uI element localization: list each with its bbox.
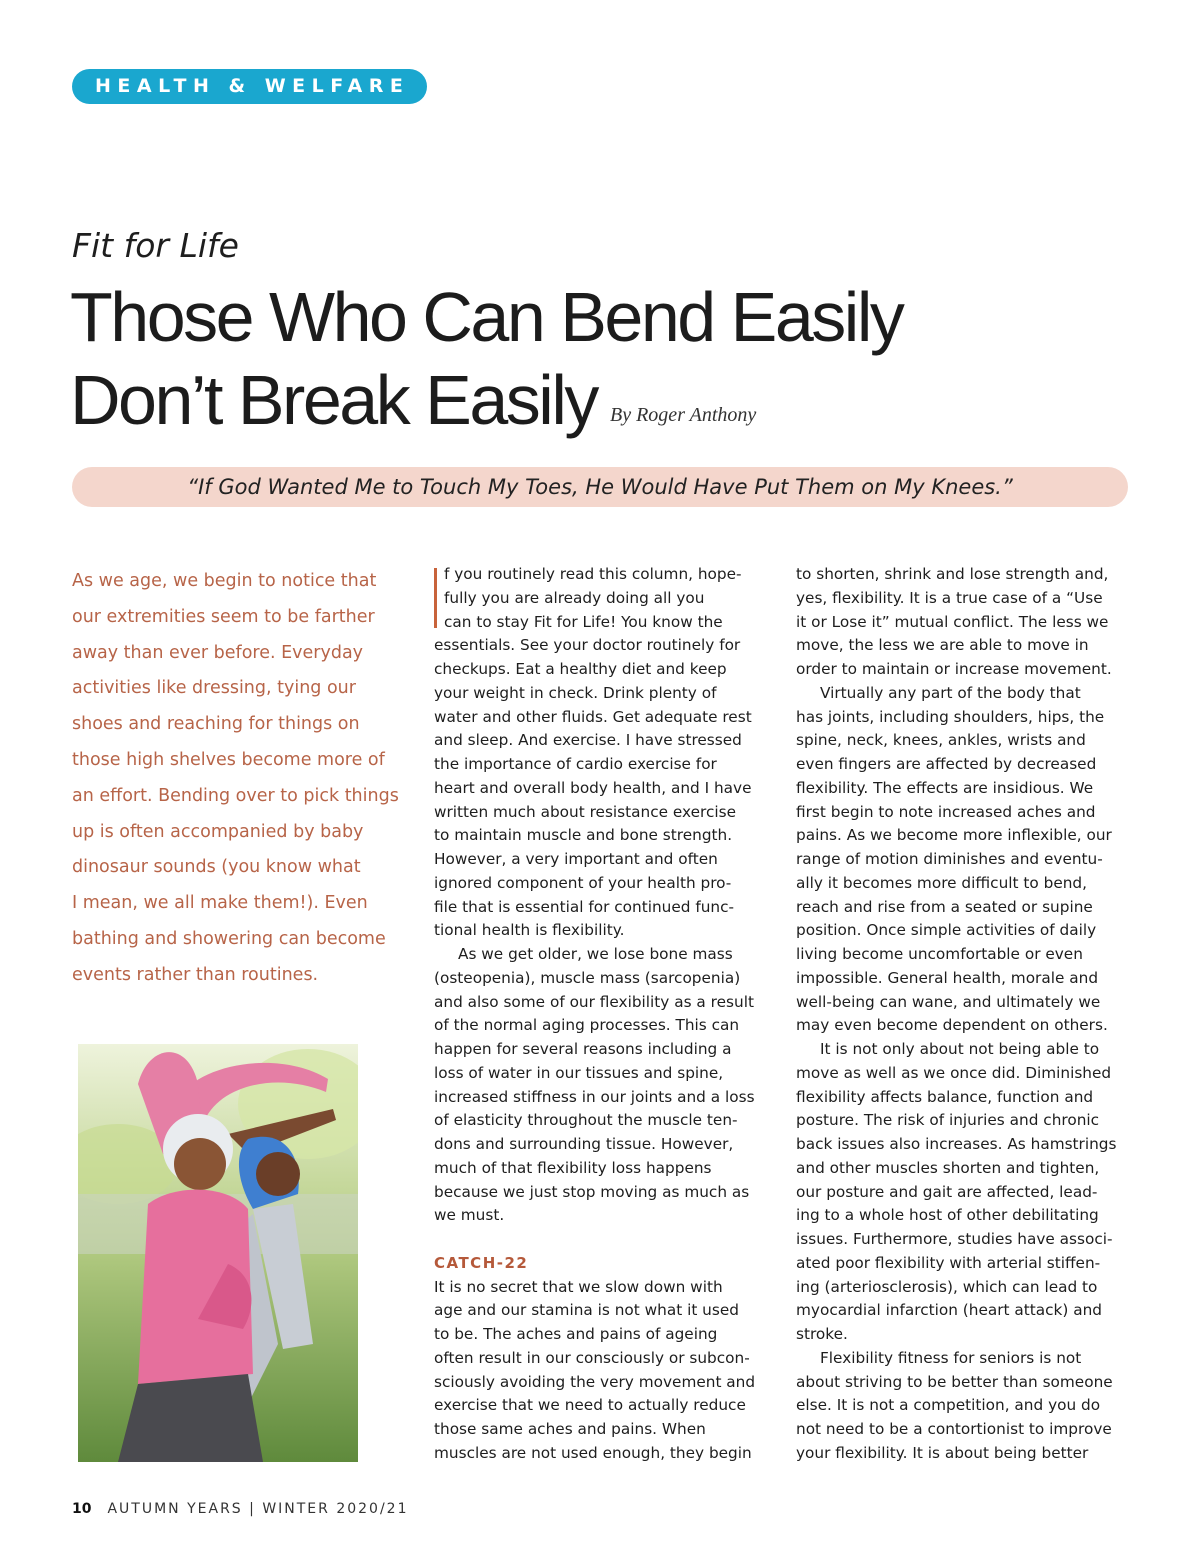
headline-line-2: Don’t Break Easily <box>70 361 597 439</box>
intro-line: our extremities seem to be farther <box>72 606 375 627</box>
body-line: increased stiffness in our joints and a loss <box>434 1087 755 1106</box>
body-line: and sleep. And exercise. I have stressed <box>434 731 742 750</box>
body-line: reach and rise from a seated or supine <box>796 897 1093 916</box>
body-line: heart and overall body health, and I have <box>434 778 752 797</box>
body-line: much of that flexibility loss happens <box>434 1158 712 1177</box>
body-line: exercise that we need to actually reduce <box>434 1396 746 1415</box>
body-line: first begin to note increased aches and <box>796 802 1096 821</box>
body-line: often result in our consciously or subcon- <box>434 1348 750 1367</box>
body-line: range of motion diminishes and eventu- <box>796 850 1103 868</box>
body-line: tional health is flexibility. <box>434 921 625 940</box>
subheading-catch-22: CATCH-22 <box>434 1253 529 1272</box>
intro-line: shoes and reaching for things on <box>72 714 360 735</box>
body-line: stroke. <box>796 1325 848 1343</box>
body-line: spine, neck, knees, ankles, wrists and <box>796 731 1086 750</box>
byline: By Roger Anthony <box>610 404 757 426</box>
body-line: essentials. See your doctor routinely for <box>434 636 741 655</box>
body-line: else. It is not a competition, and you do <box>796 1396 1101 1415</box>
body-line: it or Lose it” mutual conflict. The less we <box>796 612 1109 631</box>
body-line: pains. As we become more inflexible, our <box>796 826 1112 845</box>
body-line: posture. The risk of injuries and chronic <box>796 1111 1100 1130</box>
body-line: to maintain muscle and bone strength. <box>434 826 733 845</box>
body-line: your flexibility. It is about being better <box>796 1443 1089 1462</box>
section-label: HEALTH & WELFARE <box>72 69 427 104</box>
pull-quote: “If God Wanted Me to Touch My Toes, He Would Have Put Them on My Knees.” <box>72 467 1128 507</box>
body-line: to shorten, shrink and lose strength and, <box>796 565 1109 583</box>
body-column-3 <box>796 563 1131 1466</box>
intro-line: an effort. Bending over to pick things <box>72 785 399 806</box>
body-line: checkups. Eat a healthy diet and keep <box>434 660 727 678</box>
body-line: ing to a whole host of other debilitating <box>796 1206 1099 1225</box>
body-line: As we get older, we lose bone mass <box>458 945 733 963</box>
body-line: order to maintain or increase movement. <box>796 660 1112 678</box>
headline-line-1: Those Who Can Bend Easily <box>70 278 903 356</box>
body-line: ing (arteriosclerosis), which can lead to <box>796 1277 1098 1296</box>
body-line: and also some of our flexibility as a result <box>434 992 754 1011</box>
intro-paragraph <box>72 564 412 994</box>
seniors-stretching-photo <box>78 1044 358 1462</box>
body-line: It is no secret that we slow down with <box>434 1277 723 1296</box>
body-line: can to stay Fit for Life! You know the <box>444 612 723 631</box>
body-line: (osteopenia), muscle mass (sarcopenia) <box>434 968 741 987</box>
body-line: even fingers are affected by decreased <box>796 755 1097 773</box>
body-line: ignored component of your health pro- <box>434 873 732 892</box>
body-line: has joints, including shoulders, hips, the <box>796 707 1105 726</box>
body-line: water and other fluids. Get adequate rest <box>434 707 752 726</box>
body-line: age and our stamina is not what it used <box>434 1301 739 1320</box>
body-line: written much about resistance exercise <box>434 802 737 821</box>
body-line: ated poor flexibility with arterial stiffen- <box>796 1253 1101 1272</box>
body-line: f you routinely read this column, hope- <box>444 565 742 583</box>
intro-line: activities like dressing, tying our <box>72 678 356 699</box>
body-line: because we just stop moving as much as <box>434 1182 750 1201</box>
body-line: However, a very important and often <box>434 850 718 868</box>
body-line: well-being can wane, and ultimately we <box>796 992 1101 1011</box>
page-number: 10 <box>72 1501 92 1517</box>
intro-line: those high shelves become more of <box>72 749 385 770</box>
body-line: dons and surrounding tissue. However, <box>434 1135 734 1153</box>
body-line: to be. The aches and pains of ageing <box>434 1325 718 1343</box>
body-line: Virtually any part of the body that <box>820 683 1081 702</box>
body-line: myocardial infarction (heart attack) and <box>796 1301 1103 1320</box>
body-line: move, the less we are able to move in <box>796 636 1089 655</box>
body-line: issues. Furthermore, studies have associ- <box>796 1230 1113 1248</box>
body-line: muscles are not used enough, they begin <box>434 1443 752 1462</box>
column-kicker: Fit for Life <box>72 226 239 265</box>
body-line: not need to be a contortionist to improve <box>796 1420 1112 1438</box>
body-line: yes, flexibility. It is a true case of a “Use <box>796 588 1103 607</box>
body-line: of elasticity throughout the muscle ten- <box>434 1111 738 1130</box>
body-column-2 <box>434 563 769 1466</box>
intro-line: I mean, we all make them!). Even <box>72 893 368 914</box>
body-line: ally it becomes more difficult to bend, <box>796 873 1087 892</box>
body-line: your weight in check. Drink plenty of <box>434 683 717 702</box>
body-line: and other muscles shorten and tighten, <box>796 1158 1100 1177</box>
body-line: position. Once simple activities of daily <box>796 921 1097 940</box>
body-line: sciously avoiding the very movement and <box>434 1372 756 1391</box>
body-line: flexibility affects balance, function and <box>796 1087 1094 1106</box>
body-line: may even become dependent on others. <box>796 1016 1108 1035</box>
body-line: happen for several reasons including a <box>434 1040 732 1058</box>
body-line: living become uncomfortable or even <box>796 945 1083 963</box>
body-line: the importance of cardio exercise for <box>434 755 717 773</box>
body-line: our posture and gait are affected, lead- <box>796 1182 1098 1201</box>
intro-line: As we age, we begin to notice that <box>72 571 377 591</box>
body-line: those same aches and pains. When <box>434 1420 706 1438</box>
publication-info: AUTUMN YEARS | WINTER 2020/21 <box>107 1501 409 1517</box>
body-line: back issues also increases. As hamstrings <box>796 1135 1117 1153</box>
body-line: of the normal aging processes. This can <box>434 1016 740 1035</box>
body-line: loss of water in our tissues and spine, <box>434 1063 724 1082</box>
body-line: Flexibility fitness for seniors is not <box>820 1348 1082 1367</box>
intro-line: up is often accompanied by baby <box>72 821 364 842</box>
body-line: impossible. General health, morale and <box>796 968 1099 987</box>
body-line: file that is essential for continued func- <box>434 897 735 916</box>
intro-line: events rather than routines. <box>72 964 319 985</box>
body-line: move as well as we once did. Diminished <box>796 1063 1112 1082</box>
body-line: we must. <box>434 1206 505 1225</box>
body-line: It is not only about not being able to <box>820 1040 1100 1058</box>
drop-cap-bar <box>434 568 437 628</box>
intro-line: bathing and showering can become <box>72 928 386 949</box>
intro-line: dinosaur sounds (you know what <box>72 857 361 878</box>
body-line: fully you are already doing all you <box>444 588 705 607</box>
page-footer <box>72 1501 409 1517</box>
intro-line: away than ever before. Everyday <box>72 642 364 663</box>
body-line: about striving to be better than someone <box>796 1372 1113 1391</box>
body-line: flexibility. The effects are insidious. We <box>796 778 1094 797</box>
